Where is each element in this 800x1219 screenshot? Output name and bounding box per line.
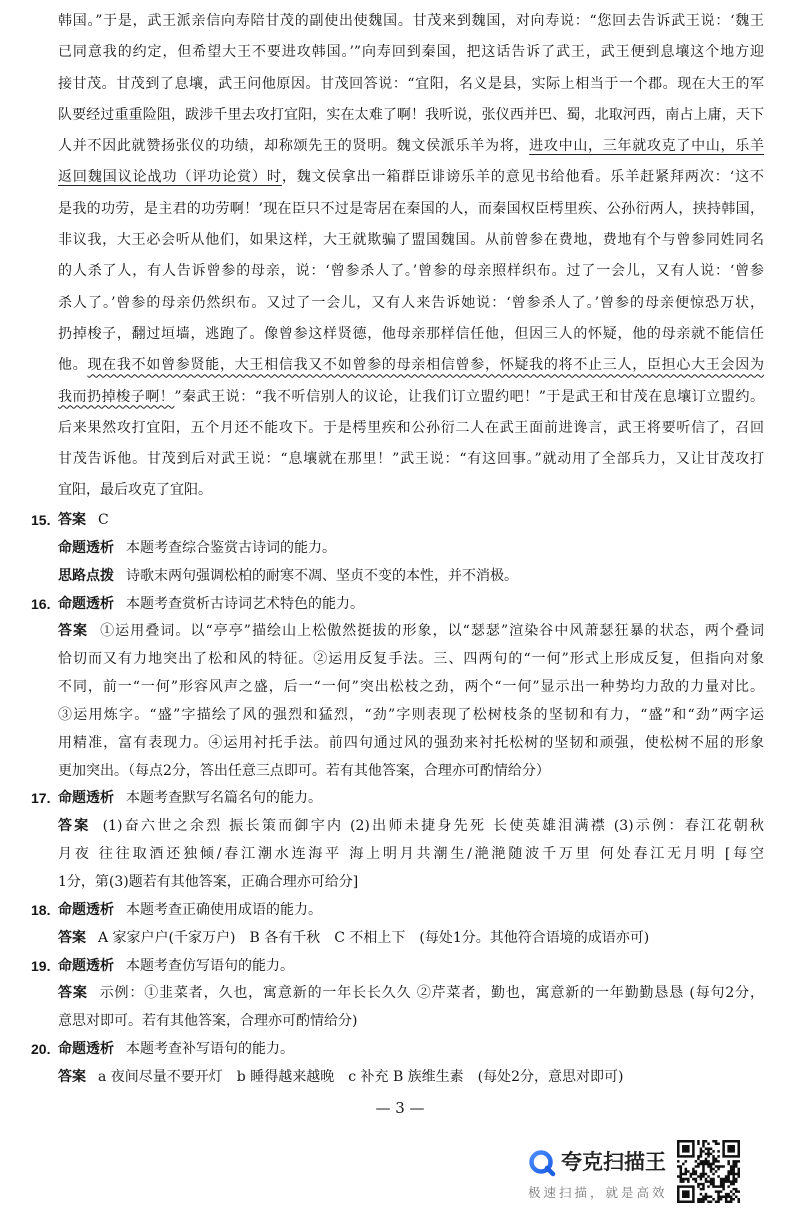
answer-row [58, 925, 764, 953]
hint-label: 思路点拨 [58, 567, 114, 584]
analysis-row [31, 953, 764, 981]
question-number: 17. [31, 790, 51, 807]
passage [58, 6, 764, 507]
analysis-text: 本题考查补写语句的能力。 [126, 1041, 294, 1058]
answer-text: 意思对即可。若有其他答案，合理亦可酌情给分) [58, 1013, 358, 1030]
answer-label: 答案 [58, 1068, 86, 1085]
analysis-label: 命题透析 [58, 790, 114, 807]
answer-text: 月夜 往往取酒还独倾/春江潮水连海平 海上明月共潮生/滟滟随波千万里 何处春江无月明 [每空 [58, 846, 764, 863]
answer-row [58, 1064, 764, 1092]
passage-text: 是我的功劳，是主君的功劳啊！’现在臣只不过是寄居在秦国的人，而秦国权臣樗里疾、公孙衍两人，挟持韩国， [58, 200, 764, 217]
passage-line [58, 131, 764, 162]
answer-text: 用精准，富有表现力。④运用衬托手法。前四句通过风的强劲来衬托松树的坚韧和顽强，使松树不屈的形象 [58, 734, 764, 751]
answer-text: 恰切而又有力地突出了松和风的特征。②运用反复手法。三、四两句的“一何”形式上形成反复，但指向对象 [58, 651, 764, 668]
analysis-row [58, 535, 764, 563]
analysis-text: 本题考查赏析古诗词艺术特色的能力。 [126, 595, 364, 612]
question-number: 20. [31, 1041, 51, 1058]
passage-text: 韩国。”于是，武王派亲信向寿陪甘茂的副使出使魏国。甘茂来到魏国，对向寿说：“您回去告诉武王说：‘魏王 [58, 13, 764, 29]
answer-text: 1分，第(3)题若有其他答案，正确合理亦可给分] [58, 873, 359, 890]
passage-text: 杀人了。’曾参的母亲仍然织布。又过了一会儿，又有人来告诉她说：‘曾参杀人了。’曾参的母亲便惊恐万状， [58, 294, 764, 311]
wavy-underlined-text: 我而扔掉梭子啊！ [58, 388, 175, 405]
passage-text: 的人杀了人，有人告诉曾参的母亲，说：‘曾参杀人了。’曾参的母亲照样织布。过了一会儿，又有人说：‘曾参 [58, 263, 764, 280]
watermark-slogan: 极速扫描，就是高效 [528, 1185, 668, 1200]
passage-text: ，魏文侯拿出一箱群臣诽谤乐羊的意见书给他看。乐羊赶紧拜两次：‘这不 [281, 169, 764, 186]
answer-text: (1)奋六世之余烈 振长策而御宇内 (2)出师未捷身先死 长使英雄泪满襟 (3)示例：春江花朝秋 [102, 818, 764, 835]
passage-text: 非议我，大王必会听从他们，如果这样，大王就欺骗了盟国魏国。从前曾参在费地，费地有个与曾参同姓同名 [58, 232, 764, 249]
hint-text: 诗歌末两句强调松柏的耐寒不凋、坚贞不变的本性，并不消极。 [126, 567, 518, 584]
page-number: — 3 — [375, 1099, 425, 1117]
passage-text: ”秦武王说：“我不听信别人的议论，让我们订立盟约吧！”于是武王和甘茂在息壤订立盟约。 [174, 388, 764, 405]
answer-text: a 夜间尽量不要开灯 b 睡得越来越晚 c 补充 B 族维生素 (每处2分，意思对即可) [98, 1068, 624, 1085]
quark-logo-icon [527, 1148, 557, 1178]
passage-line [58, 37, 764, 68]
passage-text: 人并不因此就赞扬张仪的功绩，却称颂先王的贤明。魏文侯派乐羊为将， [58, 138, 530, 155]
answer-row [58, 813, 764, 841]
passage-line [58, 162, 764, 193]
wavy-underlined-text: 现在我不如曾参贤能，大王相信我又不如曾参的母亲相信曾参，怀疑我的将不止三人，臣担心大王会因为 [87, 357, 764, 374]
underlined-text: 返回魏国议论战功（评功论赏）时 [58, 169, 282, 186]
passage-text: 接甘茂。甘茂到了息壤，武王问他原因。甘茂回答说：“宜阳，名义是县，实际上相当于一个郡。现在大王的军 [58, 75, 764, 92]
analysis-label: 命题透析 [58, 901, 114, 918]
analysis-row [31, 591, 764, 619]
passage-text: 甘茂告诉他。甘茂到后对武王说：“息壤就在那里！”武王说：“有这回事。”就动用了全部兵力，又让甘茂攻打 [58, 451, 764, 468]
analysis-label: 命题透析 [58, 957, 114, 974]
answer-label: 答案 [58, 818, 91, 835]
passage-text: 队要经过重重险阻，跋涉千里去攻打宜阳，实在太难了啊！我听说，张仪西并巴、蜀，北取河西，南占上庸，天下 [58, 106, 764, 123]
answer-row [58, 618, 764, 646]
answer-text: 示例：①韭菜者，久也，寓意新的一年长长久久 ②芹菜者，勤也，寓意新的一年勤勤恳恳 (每句2分， [99, 985, 764, 1002]
question-number: 18. [31, 901, 51, 918]
answer-text: ①运用叠词。以“亭亭”描绘山上松傲然挺拔的形象，以“瑟瑟”渲染谷中风萧瑟狂暴的状态，两个叠词 [100, 623, 764, 640]
answer-text: 更加突出。（每点2分，答出任意三点即可。若有其他答案，合理亦可酌情给分） [58, 762, 550, 779]
passage-line [58, 100, 764, 131]
answer-text: ③运用炼字。“盛”字描绘了风的强烈和猛烈，“劲”字则表现了松树枝条的坚韧和有力，“盛”和“劲”两字运 [58, 706, 764, 723]
passage-line [58, 225, 764, 256]
passage-line [58, 256, 764, 287]
passage-text: 已同意我的约定，但希望大王不要进攻韩国。’”向寿回到秦国，把这话告诉了武王，武王便到息壤这个地方迎 [58, 44, 764, 61]
analysis-label: 命题透析 [58, 539, 114, 556]
answer-row [58, 674, 764, 702]
answer-row [58, 758, 764, 786]
question-number: 15. [31, 512, 51, 528]
answer-text: 不同，前一“一何”形容风声之盛，后一“一何”突出松枝之劲，两个“一何”显示出一种势均力敌的力量对比。 [58, 679, 764, 696]
passage-text: 扔掉梭子，翻过垣墙，逃跑了。像曾参这样贤德，他母亲那样信任他，但因三人的怀疑，他的母亲就不能信任 [58, 325, 764, 342]
analysis-label: 命题透析 [58, 1041, 114, 1058]
passage-text: 后来果然攻打宜阳，五个月还不能攻下。于是樗里疾和公孙衍二人在武王面前进谗言，武王将要听信了，召回 [58, 419, 764, 436]
question-number: 19. [31, 957, 51, 974]
analysis-label: 命题透析 [58, 595, 114, 612]
answer-label: 答案 [58, 929, 86, 946]
underlined-text: 进攻中山，三年就攻克了中山，乐羊 [529, 138, 764, 155]
passage-line [58, 288, 764, 319]
passage-line [58, 69, 764, 100]
answer-row [58, 980, 764, 1008]
answer-row [58, 1008, 764, 1036]
passage-line [58, 194, 764, 225]
answer-text: A 家家户户(千家万户) B 各有千秋 C 不相上下 (每处1分。其他符合语境的成语亦可) [98, 929, 650, 946]
analysis-text: 本题考查正确使用成语的能力。 [126, 901, 322, 918]
answer-row [58, 841, 764, 869]
analysis-text: 本题考查综合鉴赏古诗词的能力。 [126, 539, 336, 556]
answer-text: C [98, 512, 109, 528]
passage-line [58, 350, 764, 381]
hint-row [58, 563, 764, 591]
passage-line [58, 382, 764, 413]
answer-row [58, 730, 764, 758]
watermark-brand: 夸克扫描王 [561, 1150, 666, 1174]
answer-row [58, 646, 764, 674]
passage-line [58, 319, 764, 350]
passage-line [58, 444, 764, 475]
qr-code-icon [677, 1140, 740, 1203]
answer-label: 答案 [58, 512, 86, 528]
analysis-row [31, 897, 764, 925]
passage-line [58, 6, 764, 37]
answer-row [58, 869, 764, 897]
answer-label: 答案 [58, 623, 89, 640]
question-number: 16. [31, 595, 51, 612]
analysis-text: 本题考查仿写语句的能力。 [126, 957, 294, 974]
answer-row [58, 702, 764, 730]
analysis-text: 本题考查默写名篇名句的能力。 [126, 790, 322, 807]
analysis-row [31, 1036, 764, 1064]
passage-line [58, 475, 764, 506]
passage-text: 他。 [58, 357, 88, 374]
passage-line [58, 413, 764, 444]
passage-text: 宜阳，最后攻克了宜阳。 [58, 482, 212, 499]
answer-row [31, 507, 764, 535]
answer-label: 答案 [58, 985, 88, 1002]
analysis-row [31, 785, 764, 813]
answer-section [31, 507, 764, 1092]
